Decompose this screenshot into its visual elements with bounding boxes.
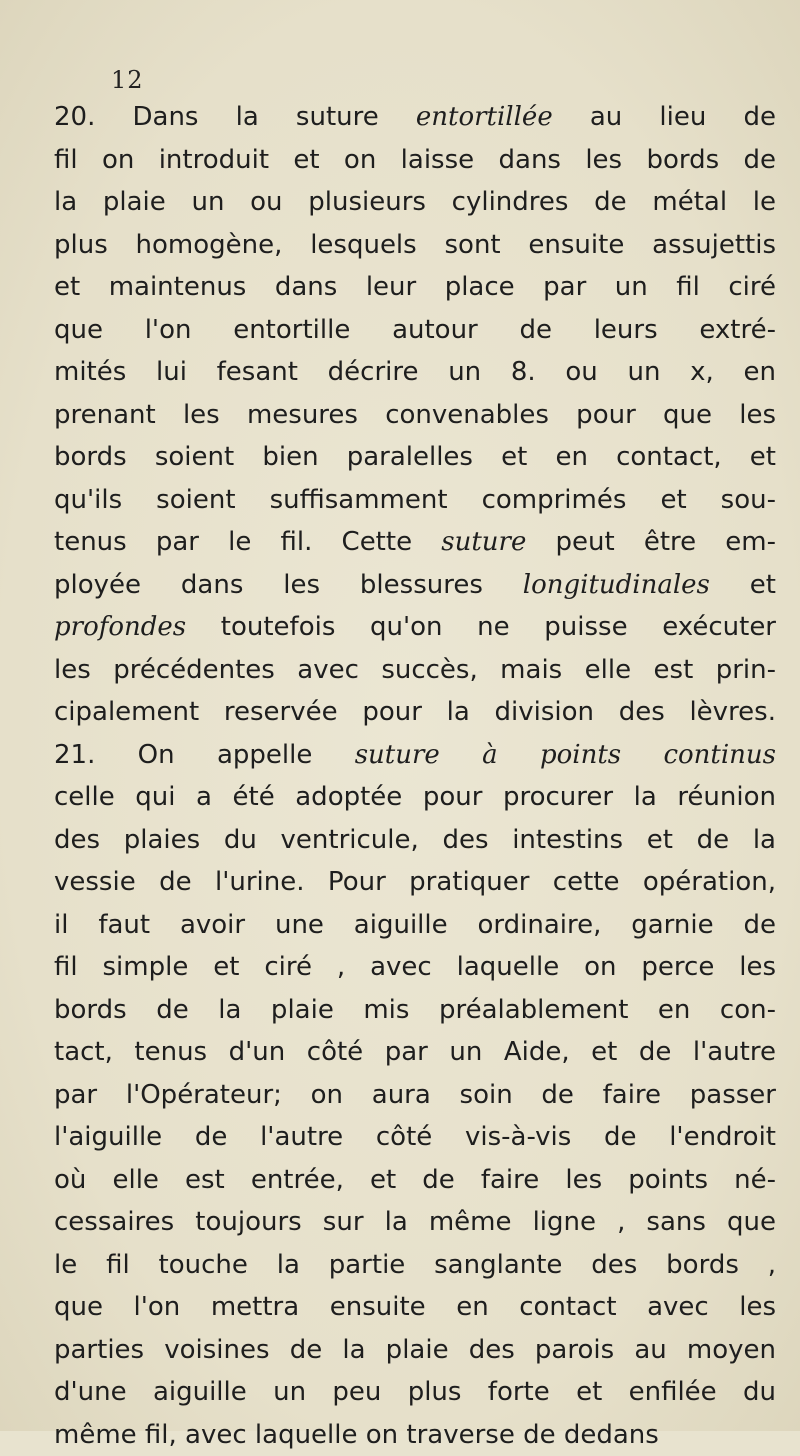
text-run: et maintenus dans leur place par un fil ciré [54,272,776,302]
text-line [54,1371,776,1414]
text-line [54,309,776,352]
text-line [54,394,776,437]
italic-term: suture [441,527,526,557]
text-line [54,351,776,394]
text-line [54,96,776,139]
text-line [54,436,776,479]
text-run: bords de la plaie mis préalablement en con- [54,995,776,1025]
text-run: 21. On appelle [54,740,355,770]
text-line [54,691,776,734]
text-run: et [710,570,776,600]
page-number: 12 [111,66,144,94]
text-run: il faut avoir une aiguille ordinaire, garnie de [54,910,776,940]
text-run: que l'on mettra ensuite en contact avec les [54,1292,776,1322]
text-line [54,1244,776,1287]
text-line [54,1159,776,1202]
italic-term: suture à points continus [355,740,776,770]
text-line [54,479,776,522]
text-line [54,224,776,267]
text-run: prenant les mesures convenables pour que les [54,400,776,430]
italic-term: profondes [54,612,186,642]
text-line [54,1116,776,1159]
text-run: l'aiguille de l'autre côté vis-à-vis de l'endroit [54,1122,776,1152]
text-run: fil on introduit et on laisse dans les bords de [54,145,776,175]
text-run: cessaires toujours sur la même ligne , sans que [54,1207,776,1237]
text-run: 20. Dans la suture [54,102,416,132]
text-run: par l'Opérateur; on aura soin de faire passer [54,1080,776,1110]
text-line [54,1074,776,1117]
text-run: cipalement reservée pour la division des lèvres. [54,697,776,727]
text-line [54,649,776,692]
text-run: ployée dans les blessures [54,570,523,600]
text-run: vessie de l'urine. Pour pratiquer cette opération, [54,867,776,897]
text-run: qu'ils soient suffisamment comprimés et sou- [54,485,776,515]
text-line [54,606,776,649]
text-line [54,266,776,309]
text-run: même fil, avec laquelle on traverse de dedans [54,1420,659,1450]
italic-term: entortillée [416,102,553,132]
text-run: peut être em- [526,527,776,557]
body-text [54,96,776,1456]
text-run: tenus par le fil. Cette [54,527,441,557]
text-line [54,861,776,904]
text-run: où elle est entrée, et de faire les points né- [54,1165,776,1195]
text-line [54,1329,776,1372]
text-line [54,904,776,947]
text-run: des plaies du ventricule, des intestins et de la [54,825,776,855]
text-run: d'une aiguille un peu plus forte et enfilée du [54,1377,776,1407]
text-run: fil simple et ciré , avec laquelle on perce les [54,952,776,982]
text-line [54,521,776,564]
text-run: le fil touche la partie sanglante des bords , [54,1250,776,1280]
text-run: parties voisines de la plaie des parois au moyen [54,1335,776,1365]
text-line [54,1286,776,1329]
text-run: mités lui fesant décrire un 8. ou un x, en [54,357,776,387]
italic-term: longitudinales [523,570,710,600]
text-line [54,734,776,777]
text-line [54,1414,776,1456]
text-run: plus homogène, lesquels sont ensuite assujettis [54,230,776,260]
text-line [54,1201,776,1244]
text-line [54,564,776,607]
text-run: les précédentes avec succès, mais elle est prin- [54,655,776,685]
text-line [54,139,776,182]
text-run: bords soient bien paralelles et en contact, et [54,442,776,472]
text-line [54,819,776,862]
text-run: la plaie un ou plusieurs cylindres de métal le [54,187,776,217]
text-run: au lieu de [553,102,776,132]
text-run: tact, tenus d'un côté par un Aide, et de l'autre [54,1037,776,1067]
text-line [54,946,776,989]
text-line [54,989,776,1032]
text-run: celle qui a été adoptée pour procurer la réunion [54,782,776,812]
text-line [54,181,776,224]
text-run: que l'on entortille autour de leurs extré- [54,315,776,345]
text-line [54,776,776,819]
text-run: toutefois qu'on ne puisse exécuter [186,612,776,642]
text-line [54,1031,776,1074]
